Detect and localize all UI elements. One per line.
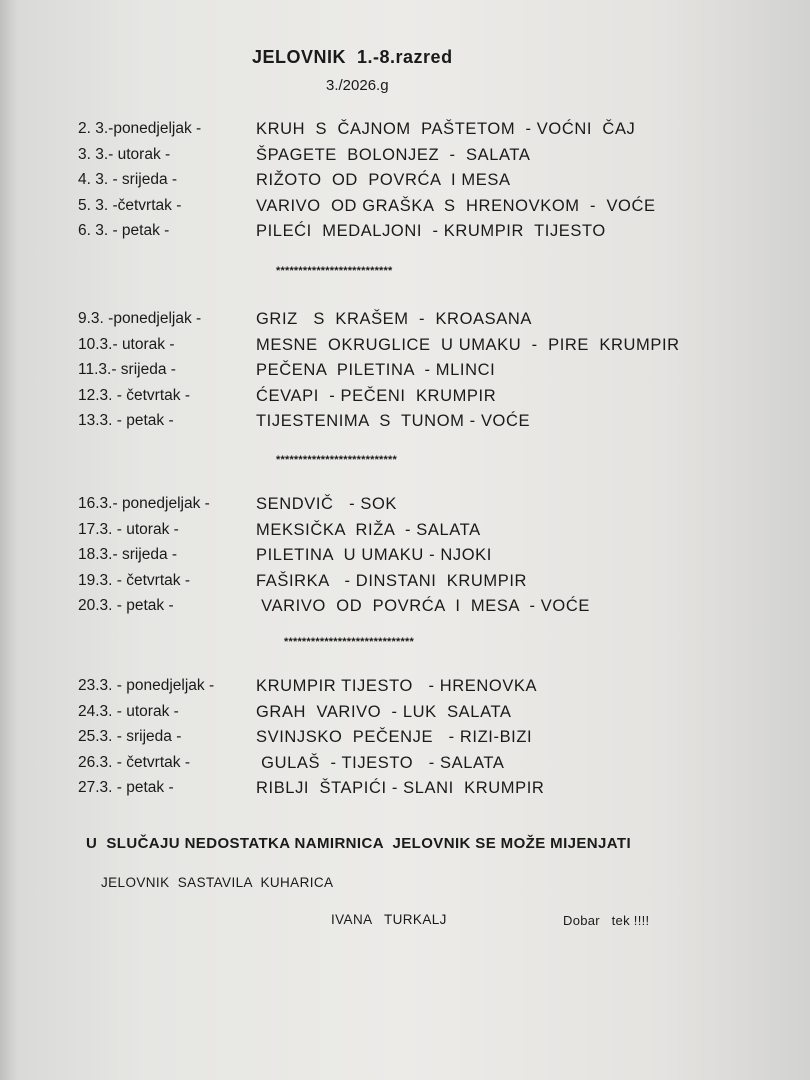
- day-label: 12.3. - četvrtak -: [78, 386, 190, 404]
- meal-text: MEKSIČKA RIŽA - SALATA: [256, 520, 481, 539]
- menu-row: [0, 387, 810, 413]
- menu-row: [0, 703, 810, 729]
- meal-text: VARIVO OD GRAŠKA S HRENOVKOM - VOĆE: [256, 196, 656, 215]
- separator: *****************************: [284, 636, 414, 648]
- bon-appetit: Dobar tek !!!!: [563, 913, 650, 928]
- menu-row: [0, 336, 810, 362]
- menu-row: [0, 412, 810, 438]
- meal-text: RIŽOTO OD POVRĆA I MESA: [256, 171, 511, 189]
- menu-row: [0, 222, 810, 248]
- day-label: 20.3. - petak -: [78, 597, 174, 614]
- menu-row: [0, 572, 810, 598]
- menu-row: [0, 754, 810, 780]
- meal-text: VARIVO OD POVRĆA I MESA - VOĆE: [256, 597, 590, 615]
- day-label: 6. 3. - petak -: [78, 222, 170, 239]
- meal-text: GRIZ S KRAŠEM - KROASANA: [256, 310, 532, 328]
- week-2: [0, 310, 810, 438]
- menu-row: [0, 728, 810, 754]
- week-1: [0, 120, 810, 248]
- menu-row: [0, 597, 810, 623]
- shortage-notice: U SLUČAJU NEDOSTATKA NAMIRNICA JELOVNIK SE MOŽE MIJENJATI: [86, 835, 632, 852]
- menu-row: [0, 361, 810, 387]
- week-4: [0, 677, 810, 805]
- meal-text: SVINJSKO PEČENJE - RIZI-BIZI: [256, 728, 533, 746]
- meal-text: TIJESTENIMA S TUNOM - VOĆE: [256, 412, 531, 430]
- cook-name: IVANA TURKALJ: [331, 912, 447, 927]
- author-line: JELOVNIK SASTAVILA KUHARICA: [101, 875, 334, 890]
- menu-row: [0, 120, 810, 146]
- menu-title: JELOVNIK 1.-8.razred: [252, 47, 453, 67]
- separator: ***************************: [276, 454, 397, 466]
- day-label: 9.3. -ponedjeljak -: [78, 310, 202, 327]
- day-label: 4. 3. - srijeda -: [78, 171, 178, 188]
- menu-row: [0, 521, 810, 547]
- meal-text: GRAH VARIVO - LUK SALATA: [256, 702, 512, 721]
- day-label: 10.3.- utorak -: [78, 335, 175, 353]
- day-label: 18.3.- srijeda -: [78, 546, 178, 563]
- meal-text: ŠPAGETE BOLONJEZ - SALATA: [256, 145, 531, 164]
- menu-row: [0, 310, 810, 336]
- meal-text: ĆEVAPI - PEČENI KRUMPIR: [256, 386, 497, 405]
- week-3: [0, 495, 810, 623]
- day-label: 2. 3.-ponedjeljak -: [78, 120, 202, 137]
- menu-month: 3./2026.g: [326, 77, 389, 94]
- menu-row: [0, 495, 810, 521]
- day-label: 23.3. - ponedjeljak -: [78, 677, 215, 694]
- day-label: 13.3. - petak -: [78, 412, 174, 429]
- meal-text: FAŠIRKA - DINSTANI KRUMPIR: [256, 571, 528, 590]
- meal-text: PILEĆI MEDALJONI - KRUMPIR TIJESTO: [256, 222, 606, 240]
- day-label: 25.3. - srijeda -: [78, 728, 182, 745]
- menu-row: [0, 546, 810, 572]
- day-label: 19.3. - četvrtak -: [78, 571, 190, 589]
- separator: **************************: [276, 265, 393, 277]
- day-label: 3. 3.- utorak -: [78, 145, 171, 163]
- day-label: 17.3. - utorak -: [78, 520, 179, 538]
- day-label: 26.3. - četvrtak -: [78, 753, 190, 771]
- meal-text: MESNE OKRUGLICE U UMAKU - PIRE KRUMPIR: [256, 335, 680, 354]
- menu-row: [0, 779, 810, 805]
- meal-text: KRUH S ČAJNOM PAŠTETOM - VOĆNI ČAJ: [256, 120, 636, 138]
- menu-row: [0, 146, 810, 172]
- meal-text: RIBLJI ŠTAPIĆI - SLANI KRUMPIR: [256, 779, 545, 797]
- meal-text: PEČENA PILETINA - MLINCI: [256, 361, 496, 379]
- day-label: 5. 3. -četvrtak -: [78, 196, 182, 214]
- menu-row: [0, 171, 810, 197]
- meal-text: PILETINA U UMAKU - NJOKI: [256, 546, 492, 564]
- meal-text: SENDVIČ - SOK: [256, 495, 398, 513]
- menu-row: [0, 197, 810, 223]
- day-label: 11.3.- srijeda -: [78, 361, 176, 378]
- day-label: 27.3. - petak -: [78, 779, 174, 796]
- meal-text: KRUMPIR TIJESTO - HRENOVKA: [256, 677, 538, 695]
- day-label: 16.3.- ponedjeljak -: [78, 495, 210, 512]
- day-label: 24.3. - utorak -: [78, 702, 179, 720]
- meal-text: GULAŠ - TIJESTO - SALATA: [256, 753, 505, 772]
- menu-row: [0, 677, 810, 703]
